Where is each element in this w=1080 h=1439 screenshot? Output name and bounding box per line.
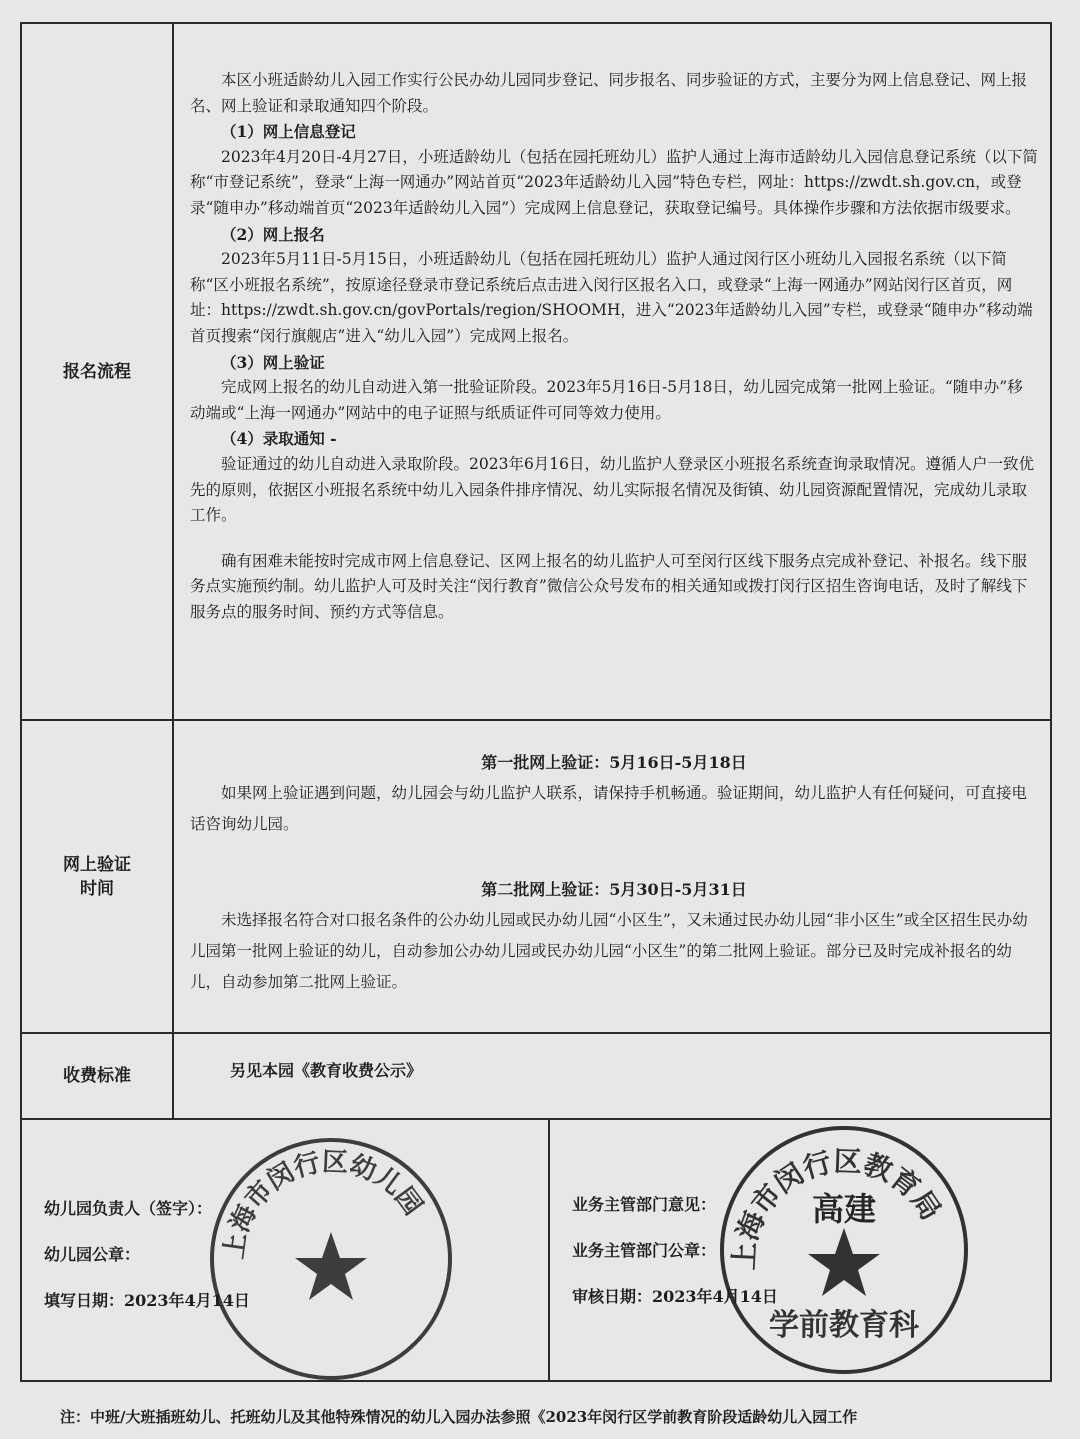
principal-signature-label: 幼儿园负责人（签字）： bbox=[44, 1199, 213, 1218]
kindergarten-stamp bbox=[210, 1138, 452, 1380]
kindergarten-seal-label: 幼儿园公章： bbox=[44, 1245, 141, 1264]
svg-text:上海市闵行区幼儿园 bbox=[219, 1147, 428, 1260]
step3-body: 完成网上报名的幼儿自动进入第一批验证阶段。2023年5月16日-5月18日，幼儿园完成第一批网上验证。“随申办”移动端或“上海一网通办”网站中的电子证照与纸质证件可同等效力使用。 bbox=[190, 378, 1023, 422]
verification-time-content bbox=[174, 721, 1050, 1032]
batch2-title: 第二批网上验证：5月30日-5月31日 bbox=[481, 880, 747, 899]
kindergarten-sign-cell bbox=[22, 1118, 550, 1380]
batch2-body: 未选择报名符合对口报名条件的公办幼儿园或民办幼儿园“小区生”，又未通过民办幼儿园“非小区生”或全区招生民办幼儿园第一批网上验证的幼儿，自动参加公办幼儿园或民办幼儿园“小区生”的第二批网上验证。部分已及时完成补报名的幼儿，自动参加第二批网上验证。 bbox=[190, 911, 1028, 991]
fee-standard-row bbox=[22, 1034, 1050, 1120]
verification-time-label bbox=[22, 721, 174, 1032]
batch1-body: 如果网上验证遇到问题，幼儿园会与幼儿监护人联系，请保持手机畅通。验证期间，幼儿监护人有任何疑问，可直接电话咨询幼儿园。 bbox=[190, 784, 1028, 833]
department-sign-cell bbox=[550, 1118, 1050, 1380]
verification-time-label-text: 网上验证时间 bbox=[62, 854, 131, 899]
bureau-stamp-subtext: 学前教育科 bbox=[769, 1308, 919, 1343]
registration-process-label: 报名流程 bbox=[22, 24, 174, 719]
signature-row bbox=[22, 1118, 1050, 1380]
bureau-stamp bbox=[720, 1126, 968, 1374]
kindergarten-stamp-text: 上海市闵行区幼儿园 bbox=[219, 1147, 428, 1261]
step1-title: （1）网上信息登记 bbox=[221, 122, 356, 142]
department-seal-label: 业务主管部门公章： bbox=[572, 1241, 717, 1260]
step1-body: 2023年4月20日-4月27日，小班适龄幼儿（包括在园托班幼儿）监护人通过上海市适龄幼儿入园信息登记系统（以下简称“市登记系统”，登录“上海一网通办”网站首页“2023年适龄幼儿入园”特色专栏，网址：https://zwdt.sh.gov.cn，或登录“随申办”移动端首页“2023年适龄幼儿入园”）完成网上信息登记，获取登记编号。具体操作步骤和方法依据市级要求。 bbox=[190, 147, 1038, 217]
registration-table bbox=[20, 22, 1052, 1382]
step4-title: （4）录取通知 - bbox=[221, 429, 337, 449]
process-intro: 本区小班适龄幼儿入园工作实行公民办幼儿园同步登记、同步报名、同步验证的方式，主要分为网上信息登记、网上报名、网上验证和录取通知四个阶段。 bbox=[190, 71, 1028, 115]
difficulty-note: 确有困难未能按时完成市网上信息登记、区网上报名的幼儿监护人可至闵行区线下服务点完成补登记、补报名。线下服务点实施预约制。幼儿监护人可及时关注“闵行教育”微信公众号发布的相关通知或拨打闵行区招生咨询电话，及时了解线下服务点的服务时间、预约方式等信息。 bbox=[190, 551, 1028, 621]
footnote: 注：中班/大班插班幼儿、托班幼儿及其他特殊情况的幼儿入园办法参照《2023年闵行区学前教育阶段适龄幼儿入园工作 bbox=[60, 1408, 858, 1426]
step2-title: （2）网上报名 bbox=[221, 224, 325, 244]
review-date: 审核日期：2023年4月14日 bbox=[572, 1287, 778, 1306]
bureau-stamp-text: 上海市闵行区教育局 bbox=[727, 1144, 948, 1271]
verification-time-row bbox=[22, 721, 1050, 1034]
department-opinion-label: 业务主管部门意见： bbox=[572, 1195, 717, 1214]
registration-process-content bbox=[174, 24, 1050, 719]
bureau-stamp-graphic bbox=[724, 1130, 964, 1370]
fee-standard-value: 另见本园《教育收费公示》 bbox=[230, 1061, 423, 1080]
registration-process-row bbox=[22, 24, 1050, 721]
step2-body: 2023年5月11日-5月15日，小班适龄幼儿（包括在园托班幼儿）监护人通过闵行区小班幼儿入园报名系统（以下简称“区小班报名系统”，按原途径登录市登记系统后点击进入闵行区报名入口，或登录“上海一网通办”网站闵行区首页，网址：https://zwdt.sh.gov.cn/govPortals/region/SHOOMH，进入“2023年适龄幼儿入园”专栏，或登录“随申办”移动端首页搜索“闵行旗舰店”进入“幼儿入园”）完成网上报名。 bbox=[190, 250, 1033, 345]
bureau-handwritten-signature: 高建 bbox=[811, 1190, 877, 1228]
fee-standard-label: 收费标准 bbox=[22, 1034, 174, 1118]
step3-title: （3）网上验证 bbox=[221, 352, 325, 372]
fill-date: 填写日期：2023年4月14日 bbox=[44, 1291, 250, 1310]
kindergarten-stamp-graphic bbox=[214, 1142, 448, 1376]
step4-body: 验证通过的幼儿自动进入录取阶段。2023年6月16日，幼儿监护人登录区小班报名系统查询录取情况。遵循人户一致优先的原则，依据区小班报名系统中幼儿入园条件排序情况、幼儿实际报名情况及街镇、幼儿园资源配置情况，完成幼儿录取工作。 bbox=[190, 454, 1035, 525]
batch1-title: 第一批网上验证：5月16日-5月18日 bbox=[481, 753, 747, 772]
fee-standard-content bbox=[174, 1034, 1050, 1118]
